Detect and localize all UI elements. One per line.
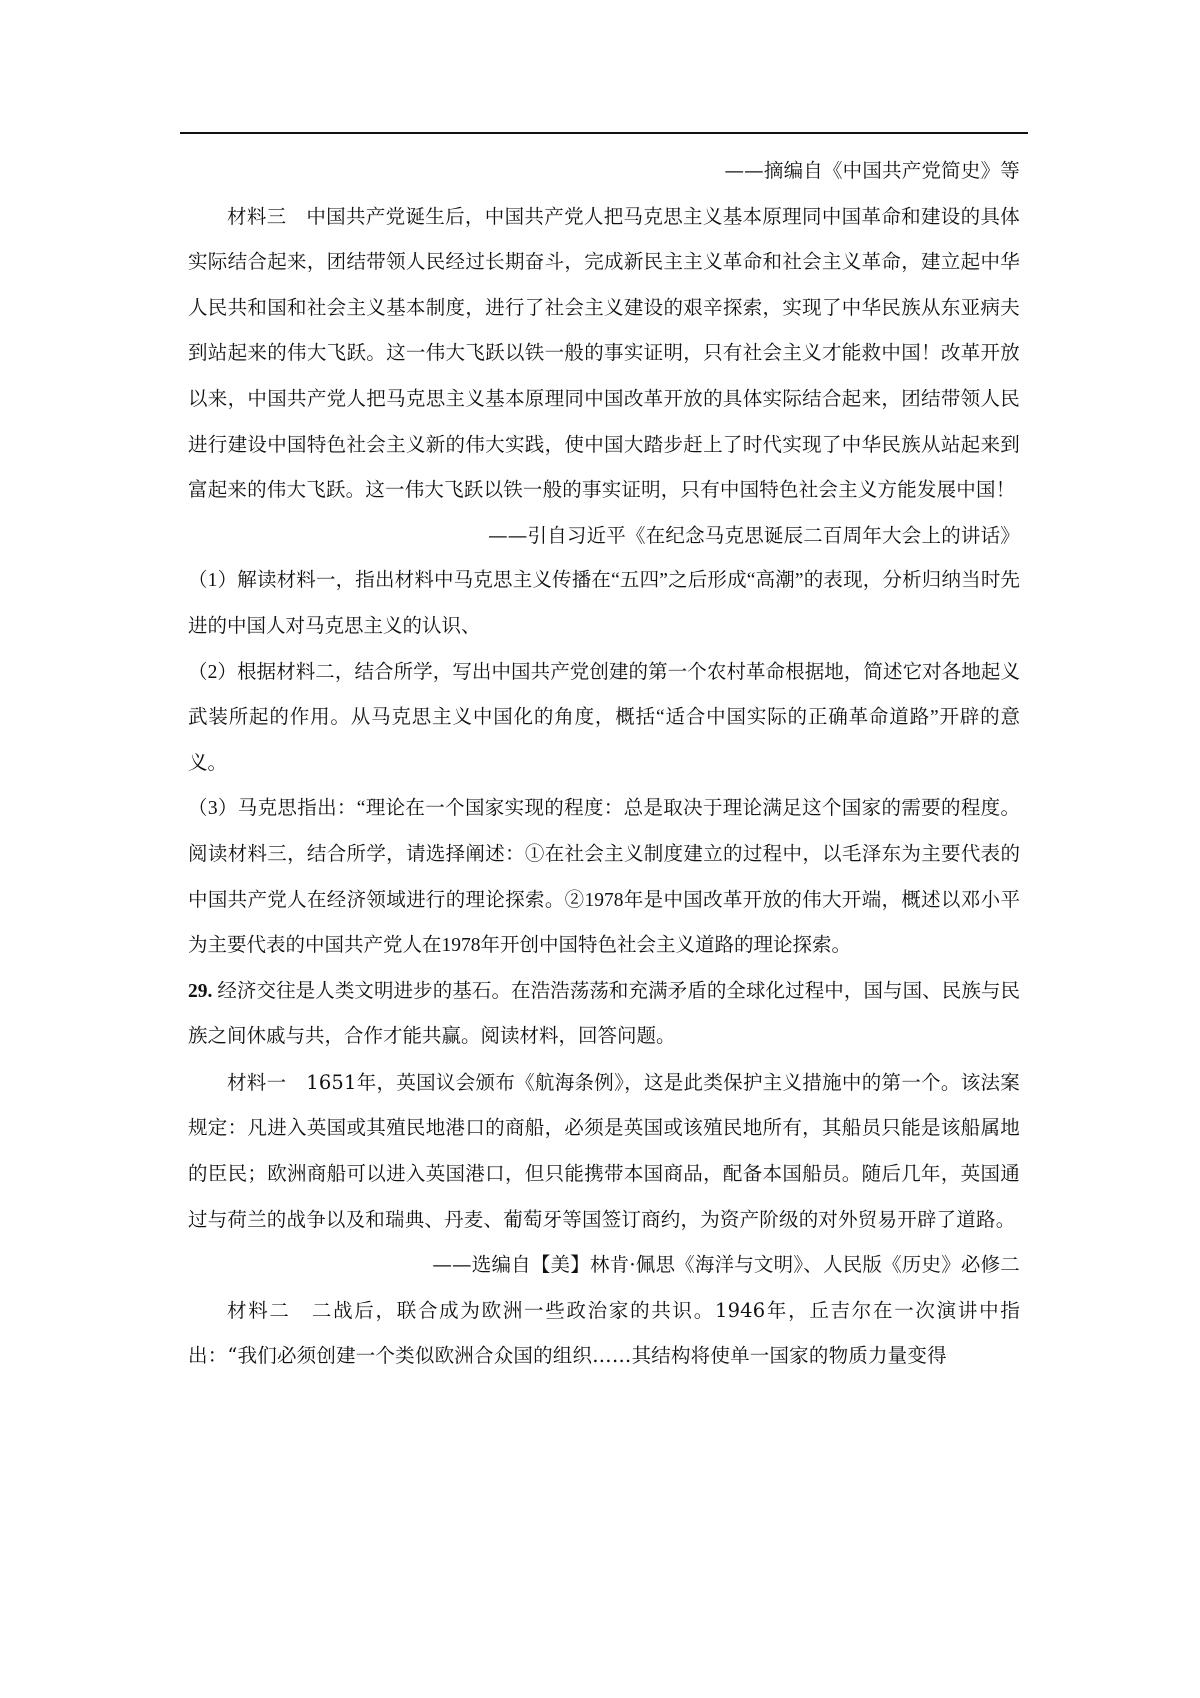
question-29 xyxy=(188,969,1020,1060)
document-body xyxy=(188,148,1020,1379)
q29-material-one-source: ——选编自【美】林肯·佩思《海洋与文明》、人民版《历史》必修二 xyxy=(432,1253,1020,1277)
material-three-label: 材料三 xyxy=(227,204,287,228)
material-three-text: 中国共产党诞生后，中国共产党人把马克思主义基本原理同中国革命和建设的具体实际结合起来，团结带领人民经过长期奋斗，完成新民主主义革命和社会主义革命，建立起中华人民共和国和社会主义基本制度，进行了社会主义建设的艰辛探索，实现了中华民族从东亚病夫到站起来的伟大飞跃。这一伟大飞跃以铁一般的事实证明，只有社会主义才能救中国！改革开放以来，中国共产党人把马克思主义基本原理同中国改革开放的具体实际结合起来，团结带领人民进行建设中国特色社会主义新的伟大实践，使中国大踏步赶上了时代实现了中华民族从站起来到富起来的伟大飞跃。这一伟大飞跃以铁一般的事实证明，只有中国特色社会主义方能发展中国！ xyxy=(188,204,1020,502)
q29-material-two-paragraph xyxy=(188,1288,1020,1379)
question-1: （1）解读材料一，指出材料中马克思主义传播在“五四”之后形成“高潮”的表现，分析归纳当时先进的中国人对马克思主义的认识、 xyxy=(188,570,1020,637)
question-29-number: 29. xyxy=(188,980,213,1002)
question-2: （2）根据材料二，结合所学，写出中国共产党创建的第一个农村革命根据地，简述它对各地起义武装所起的作用。从马克思主义中国化的角度，概括“适合中国实际的正确革命道路”开辟的意义。 xyxy=(188,661,1020,774)
question-29-text: 经济交往是人类文明进步的基石。在浩浩荡荡和充满矛盾的全球化过程中，国与国、民族与民族之间休戚与共，合作才能共赢。阅读材料，回答问题。 xyxy=(188,980,1020,1048)
q29-material-two-label: 材料二 xyxy=(227,1298,291,1322)
material-three-paragraph xyxy=(188,194,1020,513)
header-rule xyxy=(180,132,1028,134)
q29-material-two-text: 二战后，联合成为欧洲一些政治家的共识。1946年，丘吉尔在一次演讲中指出：“我们必须创建一个类似欧洲合众国的组织……其结构将使单一国家的物质力量变得 xyxy=(188,1298,1020,1368)
question-3: （3）马克思指出：“理论在一个国家实现的程度：总是取决于理论满足这个国家的需要的程度。阅读材料三，结合所学，请选择阐述：①在社会主义制度建立的过程中，以毛泽东为主要代表的中国共产党人在经济领域进行的理论探索。②1978年是中国改革开放的伟大开端，概述以邓小平为主要代表的中国共产党人在1978年开创中国特色社会主义道路的理论探索。 xyxy=(188,798,1020,957)
q29-material-one-label: 材料一 xyxy=(227,1070,287,1094)
material-three-source: ——引自习近平《在纪念马克思诞辰二百周年大会上的讲话》 xyxy=(488,523,1020,547)
q29-material-one-paragraph xyxy=(188,1060,1020,1242)
source-citation-top: ——摘编自《中国共产党简史》等 xyxy=(724,159,1020,182)
q29-material-one-text: 1651年，英国议会颁布《航海条例》，这是此类保护主义措施中的第一个。该法案规定：凡进入英国或其殖民地港口的商船，必须是英国或该殖民地所有，其船员只能是该船属地的臣民；欧洲商船可以进入英国港口，但只能携带本国商品，配备本国船员。随后几年，英国通过与荷兰的战争以及和瑞典、丹麦、葡萄牙等国签订商约，为资产阶级的对外贸易开辟了道路。 xyxy=(188,1070,1021,1231)
